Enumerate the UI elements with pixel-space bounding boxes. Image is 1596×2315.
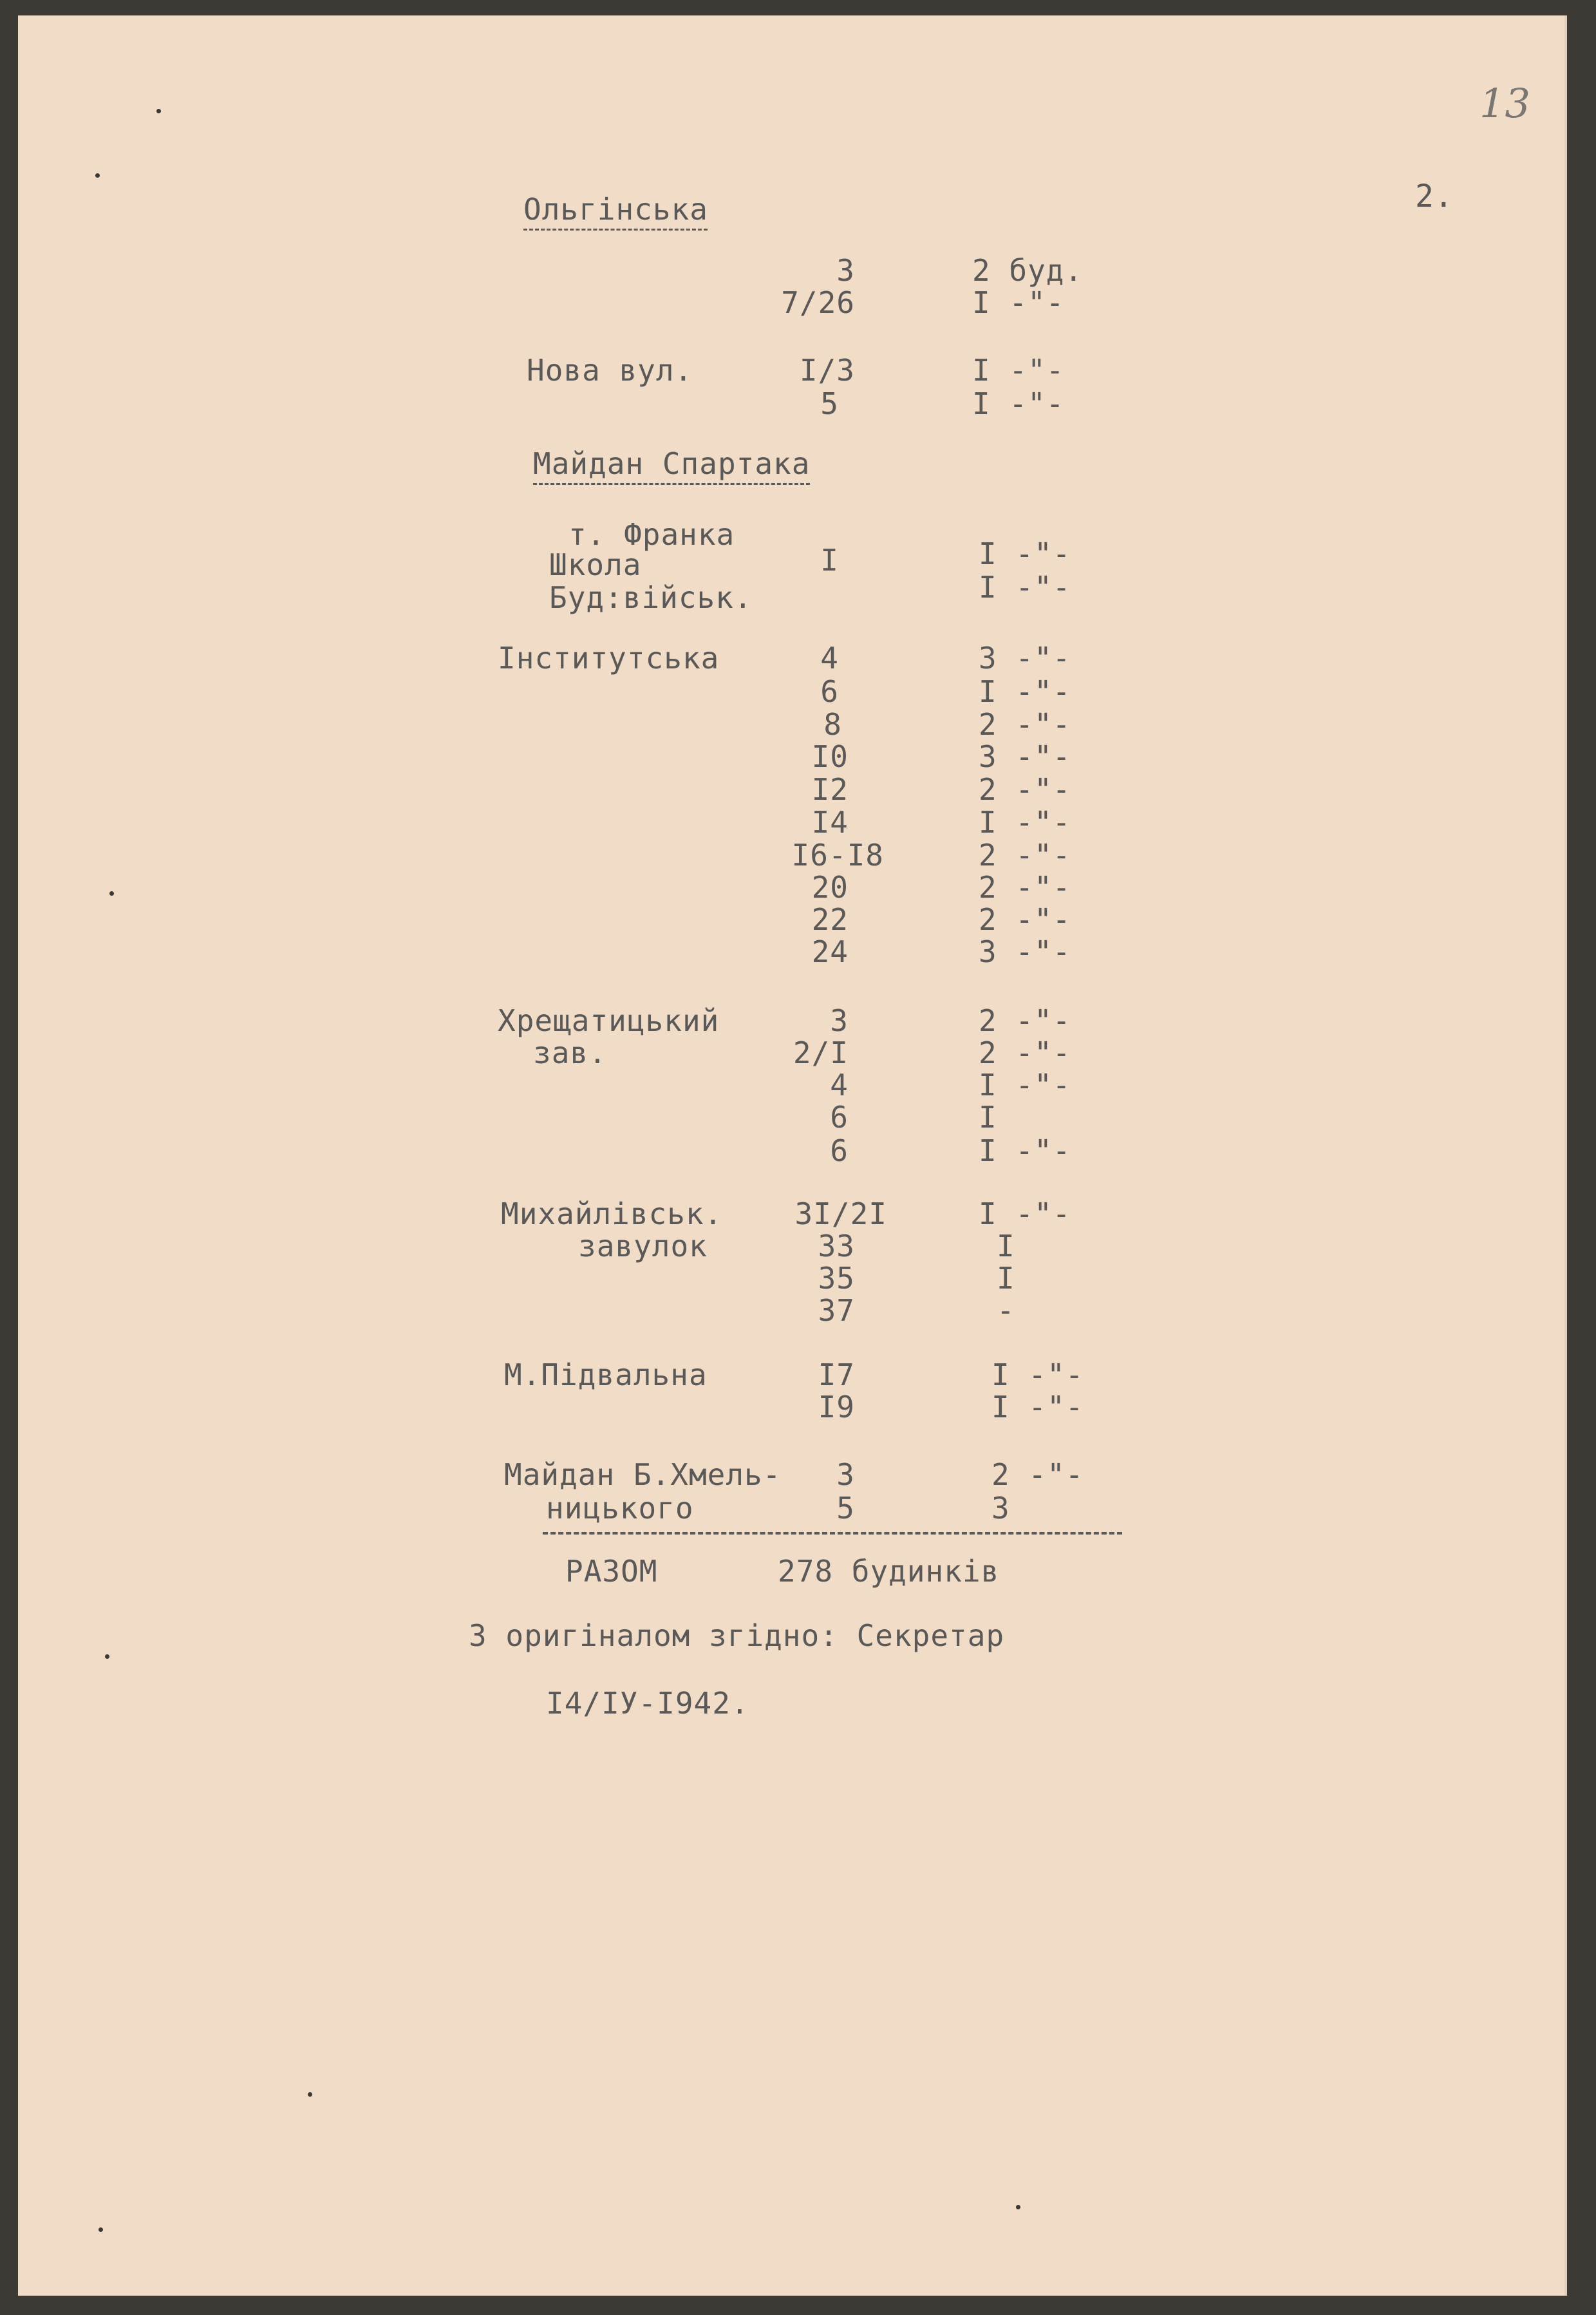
street-name-mykhailivskyi: Михайлівськ.	[501, 1196, 723, 1231]
page-number: 2.	[1415, 178, 1454, 214]
building-count: І -"-	[979, 805, 1071, 840]
house-number: І7	[818, 1357, 855, 1392]
house-number: І6-І8	[791, 838, 884, 873]
building-count: -	[997, 1293, 1015, 1328]
house-number: 24	[811, 934, 849, 969]
house-number: 3	[836, 253, 855, 288]
building-count: 3 -"-	[979, 739, 1071, 774]
building-count: І -"-	[979, 536, 1071, 571]
street-name-khreshchatytskyi-suffix: зав.	[533, 1035, 607, 1070]
house-number: 20	[811, 870, 849, 905]
paper-speck	[109, 891, 114, 896]
street-name-khmelnytskoho-suffix: ницького	[546, 1491, 694, 1526]
building-count: І -"-	[991, 1357, 1084, 1392]
street-name-pidvalna: М.Підвальна	[504, 1357, 708, 1392]
street-name-khreshchatytskyi: Хрещатицький	[498, 1003, 720, 1038]
building-count: І -"-	[972, 285, 1065, 320]
section-title-olhinska: Ольгінська	[523, 192, 708, 227]
building-count: І	[979, 1100, 997, 1135]
building-count: 2 -"-	[979, 772, 1071, 807]
building-count: 3 -"-	[979, 934, 1071, 969]
street-name-mykhailivskyi-suffix: завулок	[578, 1229, 708, 1263]
house-number: 2/І	[793, 1035, 849, 1070]
building-count: І -"-	[979, 674, 1071, 709]
building-count: І	[997, 1261, 1015, 1296]
total-value: 278 будинків	[778, 1554, 1000, 1589]
building-count: 2 -"-	[979, 870, 1071, 905]
house-number: 6	[830, 1133, 849, 1168]
house-number: 7/26	[781, 285, 855, 320]
paper-speck	[308, 2092, 312, 2097]
building-count: І -"-	[979, 1068, 1071, 1102]
archive-number: 13	[1479, 80, 1530, 127]
building-count: 3	[991, 1491, 1010, 1526]
section-title-spartak: Майдан Спартака	[533, 446, 811, 481]
house-number: 22	[811, 902, 849, 937]
building-count: 2 -"-	[979, 1003, 1071, 1038]
building-count: 3 -"-	[979, 641, 1071, 676]
building-count: І -"-	[979, 570, 1071, 605]
house-number: І/3	[799, 353, 855, 388]
total-label: РАЗОМ	[565, 1554, 658, 1589]
building-count: І -"-	[991, 1390, 1084, 1424]
paper-speck	[99, 2227, 103, 2232]
house-number: 33	[818, 1229, 855, 1263]
paper-speck	[95, 173, 100, 178]
document-sheet	[18, 15, 1567, 2296]
house-number: 6	[820, 674, 839, 709]
house-number: 35	[818, 1261, 855, 1296]
house-number: 37	[818, 1293, 855, 1328]
building-count: І -"-	[972, 353, 1065, 388]
building-count: 2 -"-	[979, 838, 1071, 873]
building-count: 2 -"-	[979, 902, 1071, 937]
house-number: 4	[820, 641, 839, 676]
house-number: 4	[830, 1068, 849, 1102]
house-number: І2	[811, 772, 849, 807]
paper-speck	[105, 1654, 109, 1659]
paper-speck	[1016, 2205, 1020, 2209]
building-count: І -"-	[979, 1133, 1071, 1168]
building-count: І	[997, 1229, 1015, 1263]
building-count: 2 буд.	[972, 253, 1084, 288]
house-number: 5	[820, 386, 839, 421]
house-number: 8	[823, 707, 842, 742]
document-date: І4/ІУ-І942.	[546, 1686, 749, 1721]
street-name-nova: Нова вул.	[527, 353, 693, 388]
building-count: 2 -"-	[979, 707, 1071, 742]
house-number: 3	[830, 1003, 849, 1038]
paper-speck	[156, 109, 161, 113]
certification-line: З оригіналом згідно: Секретар	[469, 1618, 1005, 1653]
house-number: І9	[818, 1390, 855, 1424]
building-count: І -"-	[972, 386, 1065, 421]
street-name-khmelnytskoho: Майдан Б.Хмель-	[504, 1457, 782, 1492]
building-count: 2 -"-	[979, 1035, 1071, 1070]
house-number: 3І/2І	[794, 1196, 887, 1231]
location-label: т. Франка	[568, 517, 735, 552]
house-number: І4	[811, 805, 849, 840]
house-number: І0	[811, 739, 849, 774]
house-number: І	[820, 543, 839, 578]
house-number: 6	[830, 1100, 849, 1135]
location-label: Школа	[549, 547, 642, 582]
location-label: Буд:військ.	[549, 580, 753, 615]
house-number: 3	[836, 1457, 855, 1492]
street-name-instytutska: Інститутська	[498, 641, 720, 676]
house-number: 5	[836, 1491, 855, 1526]
building-count: 2 -"-	[991, 1457, 1084, 1492]
building-count: І -"-	[979, 1196, 1071, 1231]
total-separator-rule	[543, 1532, 1122, 1535]
